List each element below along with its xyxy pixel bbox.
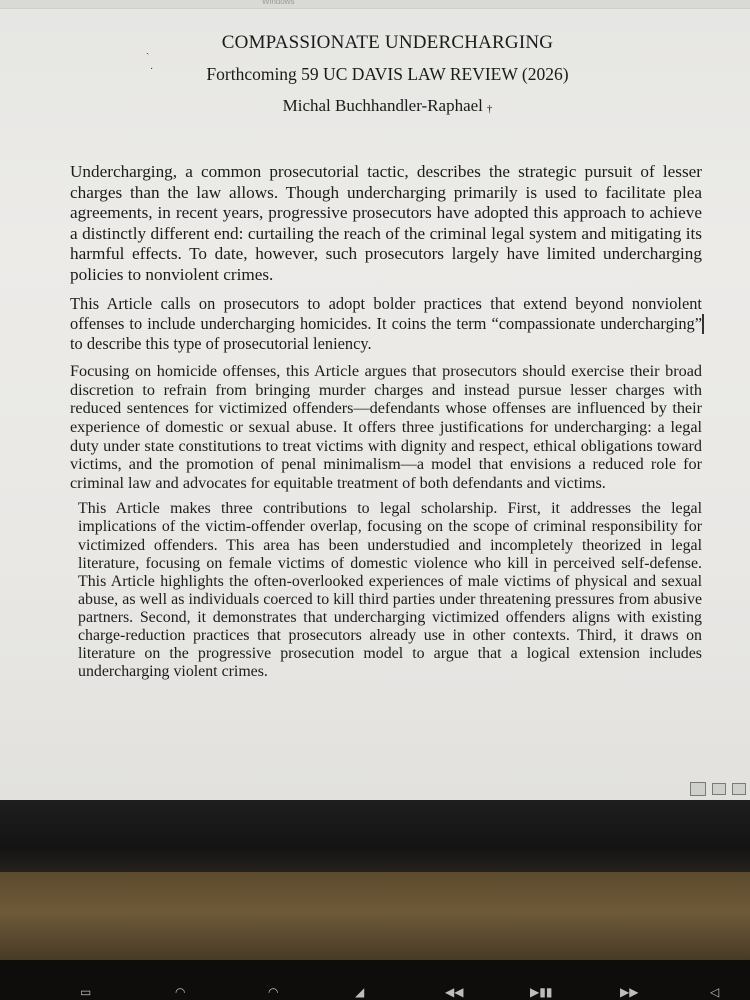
laptop-edge — [0, 872, 750, 972]
document-title: COMPASSIONATE UNDERCHARGING — [221, 32, 554, 53]
author-footnote-mark: † — [486, 103, 493, 115]
monitor-bezel — [0, 800, 750, 880]
fast-forward-icon: ▶▶ — [620, 985, 639, 999]
key-icon: ▭ — [80, 985, 92, 999]
key-icon: ◢ — [355, 985, 365, 999]
document-subtitle: Forthcoming 59 UC DAVIS LAW REVIEW (2026) — [206, 64, 569, 84]
mute-icon: ◁ — [710, 985, 720, 999]
key-icon: ◠ — [268, 985, 279, 999]
play-pause-icon: ▶▮▮ — [530, 985, 553, 999]
paragraph: Undercharging, a common prosecutorial tactic, describes the strategic pursuit of lesser charges than the law allows. Though undercharging primarily is used to facilitate plea agreements, in recent years, progressive prosecutors have adopted this approach to achieve a distinctly different end: curtailing the reach of the criminal legal system and mitigating its harmful effects. To date, however, such prosecutors largely have limited undercharging policies to nonviolent crimes. — [70, 162, 702, 284]
screen-speck: ˎ — [146, 44, 150, 55]
rewind-icon: ◀◀ — [445, 985, 464, 999]
document-body[interactable] — [70, 162, 702, 689]
text-cursor — [702, 314, 704, 334]
view-controls — [690, 782, 750, 800]
window-top-label: Windows — [262, 0, 295, 6]
paragraph: This Article makes three contributions to legal scholarship. First, it addresses the legal implications of the victim-offender overlap, focusing on the scope of criminal responsibility for victimized offenders. This area has been understudied and incompletely theorized in legal literature, focusing on female victims of domestic violence who kill in perceived self-defense. This Article highlights the often-overlooked experiences of male victims of physical and sexual abuse, as well as individuals coerced to kill third parties under threatening pressures from abusive partners. Second, it demonstrates that undercharging victimized offenders aligns with existing charge-reduction practices that prosecutors already use in other contexts. Third, it draws on literature on the progressive prosecution model to argue that a logical extension includes undercharging violent crimes. — [78, 500, 702, 681]
window-top-strip — [0, 0, 750, 9]
key-icon: ◠ — [175, 985, 186, 999]
author-name: Michal Buchhandler-Raphael — [282, 96, 483, 115]
screen-speck: · — [150, 64, 154, 75]
print-layout-icon[interactable] — [690, 782, 706, 796]
paragraph: This Article calls on prosecutors to adopt bolder practices that extend beyond nonviolent offenses to include undercharging homicides. It coins the term “compassionate undercharging” to describe this type of prosecutorial leniency. — [70, 293, 702, 353]
paragraph: Focusing on homicide offenses, this Article argues that prosecutors should exercise their broad discretion to refrain from bringing murder charges and instead pursue lesser charges with reduced sentences for victimized offenders—defendants whose offenses are influenced by their experience of domestic or sexual abuse. It offers three justifications for undercharging: a legal duty under state constitutions to treat victims with dignity and respect, ethical obligations toward victims, and the promotion of penal minimalism—a model that envisions a reduced role for criminal law and advocates for equitable treatment of both defendants and victims. — [70, 362, 702, 492]
outline-view-icon[interactable] — [732, 783, 746, 795]
web-layout-icon[interactable] — [712, 783, 726, 795]
document-author — [0, 96, 750, 116]
